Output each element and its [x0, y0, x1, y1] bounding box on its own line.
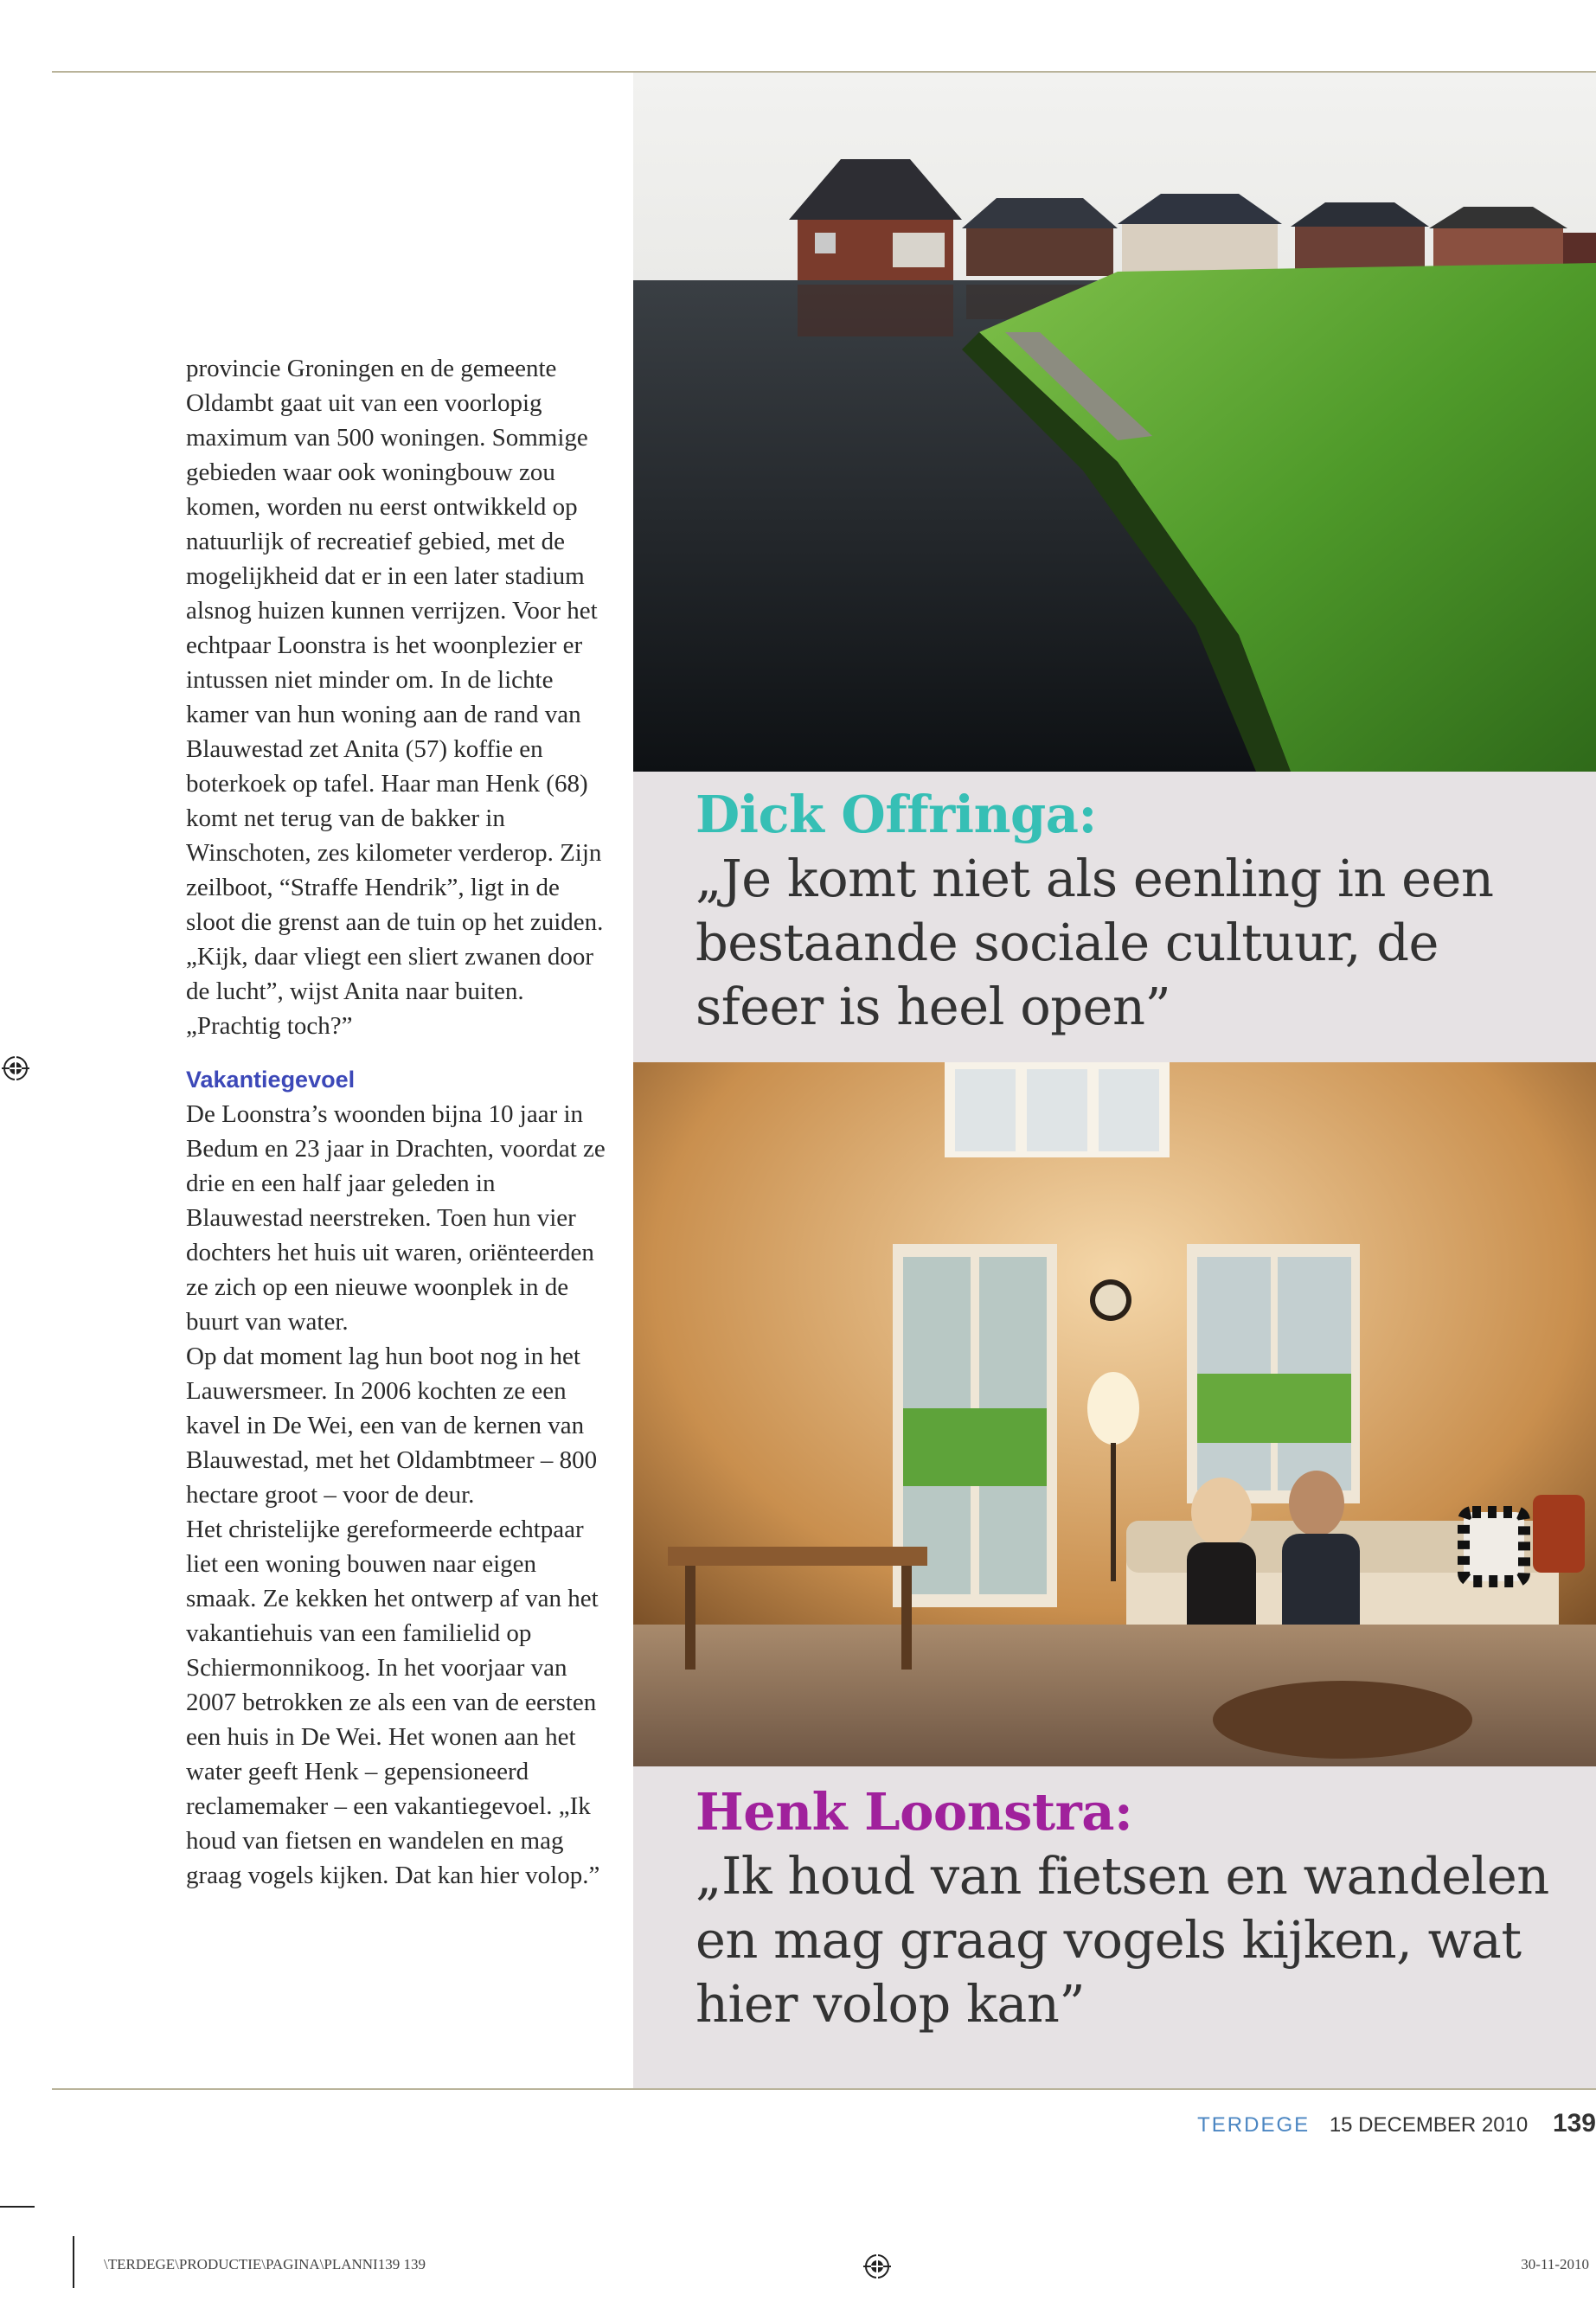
- print-slug-path: \TERDEGE\PRODUCTIE\PAGINA\PLANNI139 139: [104, 2256, 426, 2272]
- quote-text: „Je komt niet als eenling in een bestaande sociale cultuur, de sfeer is heel open”: [695, 849, 1494, 1036]
- quote-speaker-name: Henk Loonstra:: [695, 1782, 1133, 1842]
- photo-waterfront-houses: [633, 73, 1596, 772]
- bottom-rule: [52, 2088, 1596, 2090]
- article-column: [186, 351, 612, 1893]
- article-paragraph: Op dat moment lag hun boot nog in het Lauwersmeer. In 2006 kochten ze een kavel in De Wei, een van de kernen van Blauwestad, met het Oldambtmeer – 800 hectare groot – voor de deur.: [186, 1343, 598, 1509]
- article-paragraph: provincie Groningen en de gemeente Oldambt gaat uit van een voorlopig maximum van 500 woningen. Sommige gebieden waar ook woningbouw zou komen, worden nu eerst ontwikkeld op natuurlijk of recreatief gebied, met de mogelijkheid dat er in een later stadium alsnog huizen kunnen verrijzen. Voor het echtpaar Loonstra is het woonplezier er intussen niet minder om. In de lichte kamer van hun woning aan de rand van Blauwestad zet Anita (57) koffie en boterkoek op tafel. Haar man Henk (68) komt net terug van de bakker in Winschoten, zes kilometer verderop. Zijn zeilboot, “Straffe Hendrik”, ligt in de sloot die grenst aan de tuin op het zuiden. „Kijk, daar vliegt een sliert zwanen door de lucht”, wijst Anita naar buiten. „Prachtig toch?”: [186, 355, 604, 1040]
- print-slug-date: 30-11-2010: [1521, 2256, 1589, 2272]
- crop-mark: [73, 2236, 74, 2288]
- article-paragraph: De Loonstra’s woonden bijna 10 jaar in Bedum en 23 jaar in Drachten, voordat ze drie en een half jaar geleden in Blauwestad neerstreken. Toen hun vier dochters het huis uit waren, oriënteerden ze zich op een nieuwe woonplek in de buurt van water.: [186, 1100, 606, 1336]
- registration-mark-icon: [2, 1054, 29, 1082]
- registration-mark-icon: [863, 2253, 891, 2280]
- quote-speaker-name: Dick Offringa:: [695, 785, 1097, 844]
- magazine-name: TERDEGE: [1197, 2113, 1311, 2137]
- pull-quote-henk-loonstra: [695, 1780, 1578, 2036]
- page-footer: [1197, 2109, 1596, 2138]
- page-number: 139: [1552, 2109, 1596, 2138]
- photo-living-room-couple: [633, 1062, 1596, 1766]
- article-paragraph: Het christelijke gereformeerde echtpaar liet een woning bouwen naar eigen smaak. Ze kekken het ontwerp af van het vakantiehuis van een familielid op Schiermonnikoog. In het voorjaar van 2007 betrokken ze als een van de eersten een huis in De Wei. Het wonen aan het water geeft Henk – gepensioneerd reclamemaker – een vakantiegevoel. „Ik houd van fietsen en wandelen en mag graag vogels kijken. Dat kan hier volop.”: [186, 1516, 600, 1889]
- pull-quote-dick-offringa: [695, 783, 1578, 1039]
- issue-date: 15 DECEMBER 2010: [1329, 2113, 1529, 2137]
- article-subheading: Vakantiegevoel: [186, 1067, 356, 1093]
- quote-text: „Ik houd van fietsen en wandelen en mag graag vogels kijken, wat hier volop kan”: [695, 1846, 1549, 2034]
- crop-mark: [0, 2206, 35, 2208]
